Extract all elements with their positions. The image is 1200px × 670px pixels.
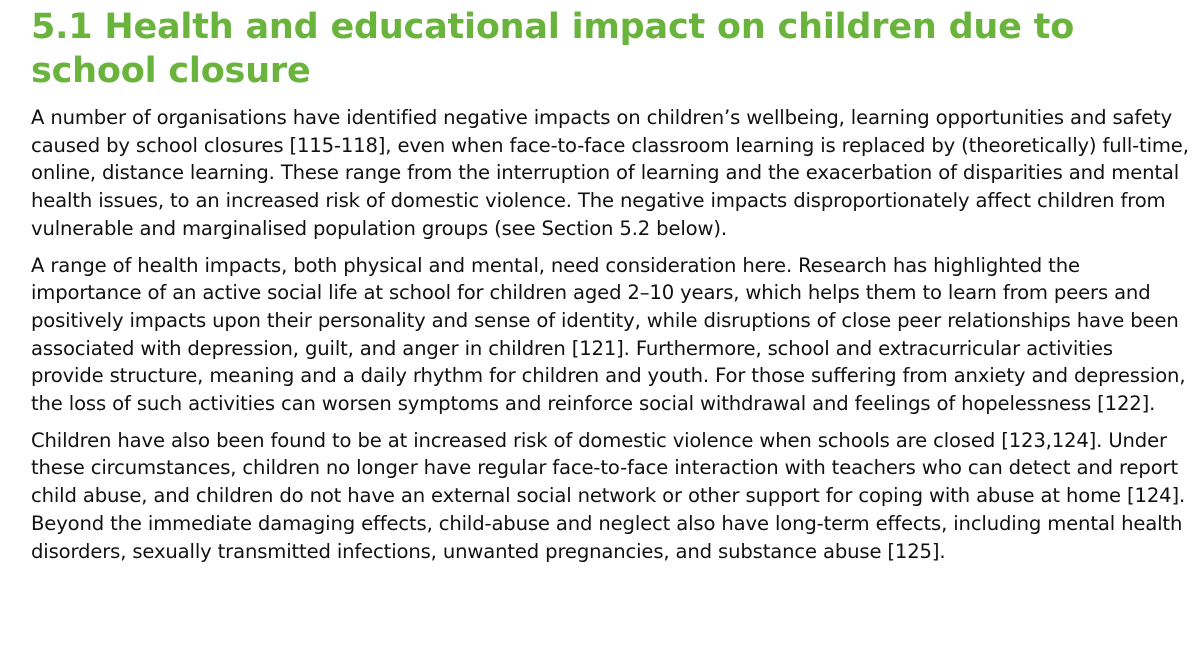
body-paragraph-1: A number of organisations have identified negative impacts on children’s wellbeing, learning opportunities and safety caused by school closures [115-118], even when face-to-face classroom learning is replaced by (theoretically) full-time, online, distance learning. These range from the interruption of learning and the exacerbation of disparities and mental health issues, to an increased risk of domestic violence. The negative impacts disproportionately affect children from vulnerable and marginalised population groups (see Section 5.2 below). <box>31 106 1189 240</box>
body-paragraph-3: Children have also been found to be at increased risk of domestic violence when schools are closed [123,124]. Under these circumstances, children no longer have regular face-to-face interaction with teachers who can detect and report child abuse, and children do not have an external social network or other support for coping with abuse at home [124]. Beyond the immediate damaging effects, child-abuse and neglect also have long-term effects, including mental health disorders, sexually transmitted infections, unwanted pregnancies, and substance abuse [125]. <box>31 428 1186 563</box>
body-paragraph-2: A range of health impacts, both physical and mental, need consideration here. Research has highlighted the importance of an active social life at school for children aged 2–10 years, which helps them to learn from peers and positively impacts upon their personality and sense of identity, while disruptions of close peer relationships have been associated with depression, guilt, and anger in children [121]. Furthermore, school and extracurricular activities provide structure, meaning and a daily rhythm for children and youth. For those suffering from anxiety and depression, the loss of such activities can worsen symptoms and reinforce social withdrawal and feelings of hopelessness [122]. <box>31 253 1186 416</box>
section-heading: 5.1 Health and educational impact on children due to school closure <box>31 7 1075 91</box>
document-page <box>31 0 1191 670</box>
